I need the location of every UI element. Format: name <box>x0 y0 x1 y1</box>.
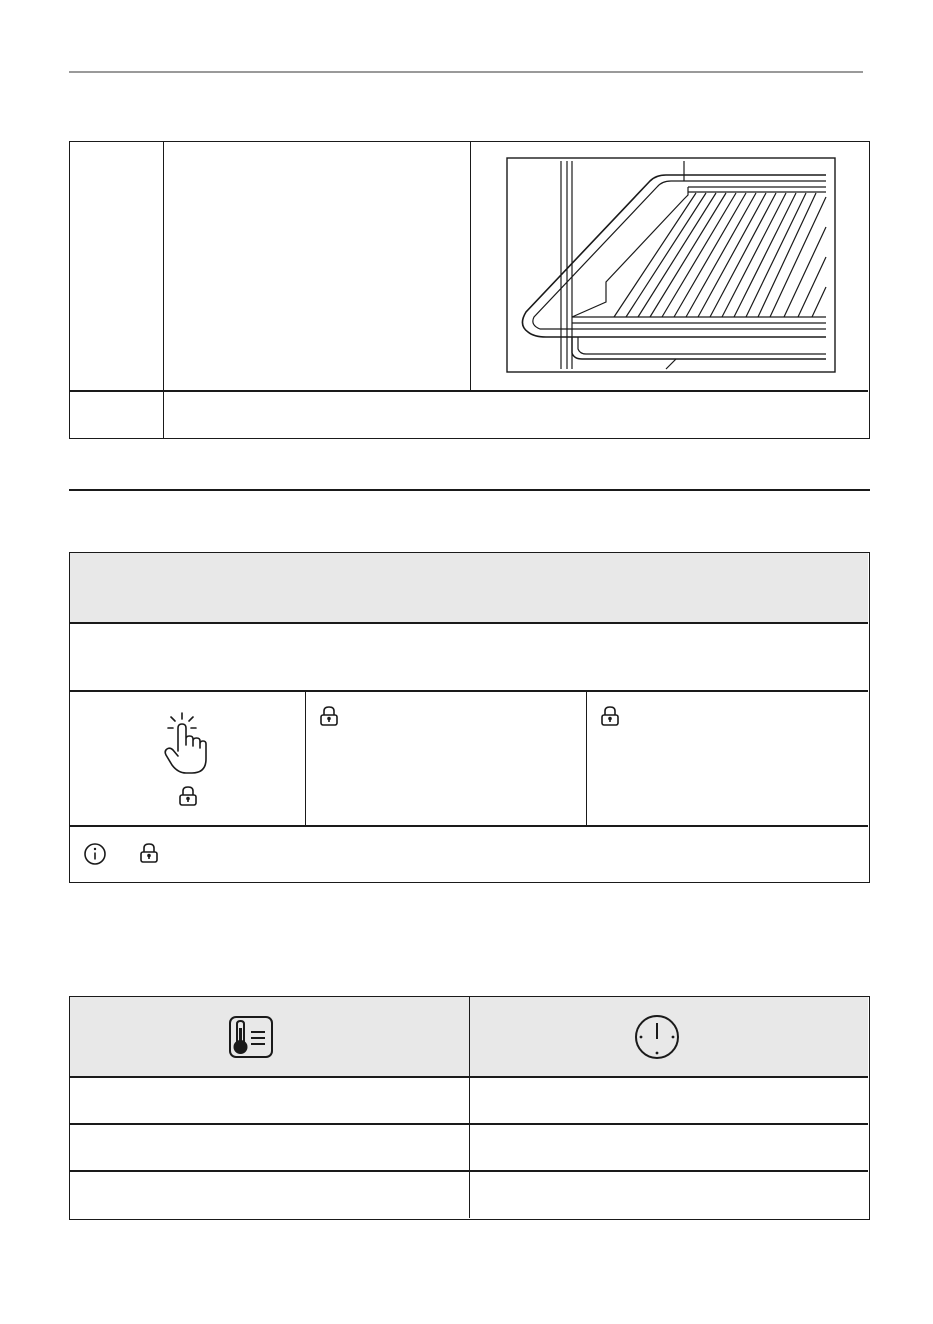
lock-icon <box>600 705 620 727</box>
page-header-rule <box>69 71 863 73</box>
lock-table-header <box>70 553 868 622</box>
lock-table-header-divider <box>70 622 868 624</box>
settings-table <box>69 996 870 1220</box>
shelf-table <box>69 141 870 439</box>
lock-icon <box>319 705 339 727</box>
shelf-table-image-divider <box>470 142 471 391</box>
settings-table-header-divider <box>70 1076 868 1078</box>
shelf-table-label-divider <box>163 142 164 438</box>
oven-shelf-illustration <box>506 157 836 373</box>
settings-table-row-divider-2 <box>70 1170 868 1172</box>
lock-table-intro-divider <box>70 690 868 692</box>
lock-step-divider-2 <box>586 691 587 825</box>
settings-table-row-divider-1 <box>70 1123 868 1125</box>
shelf-table-row-divider <box>70 390 868 392</box>
settings-table-column-divider <box>469 997 470 1218</box>
info-icon <box>83 842 107 866</box>
lock-icon <box>139 842 159 864</box>
touch-hand-icon <box>162 711 210 775</box>
clock-icon <box>633 1013 681 1061</box>
lock-step-divider-1 <box>305 691 306 825</box>
lock-table-steps-divider <box>70 825 868 827</box>
lock-table <box>69 552 870 883</box>
thermometer-menu-icon <box>227 1014 275 1060</box>
section-rule <box>69 489 870 491</box>
lock-icon <box>178 785 198 807</box>
